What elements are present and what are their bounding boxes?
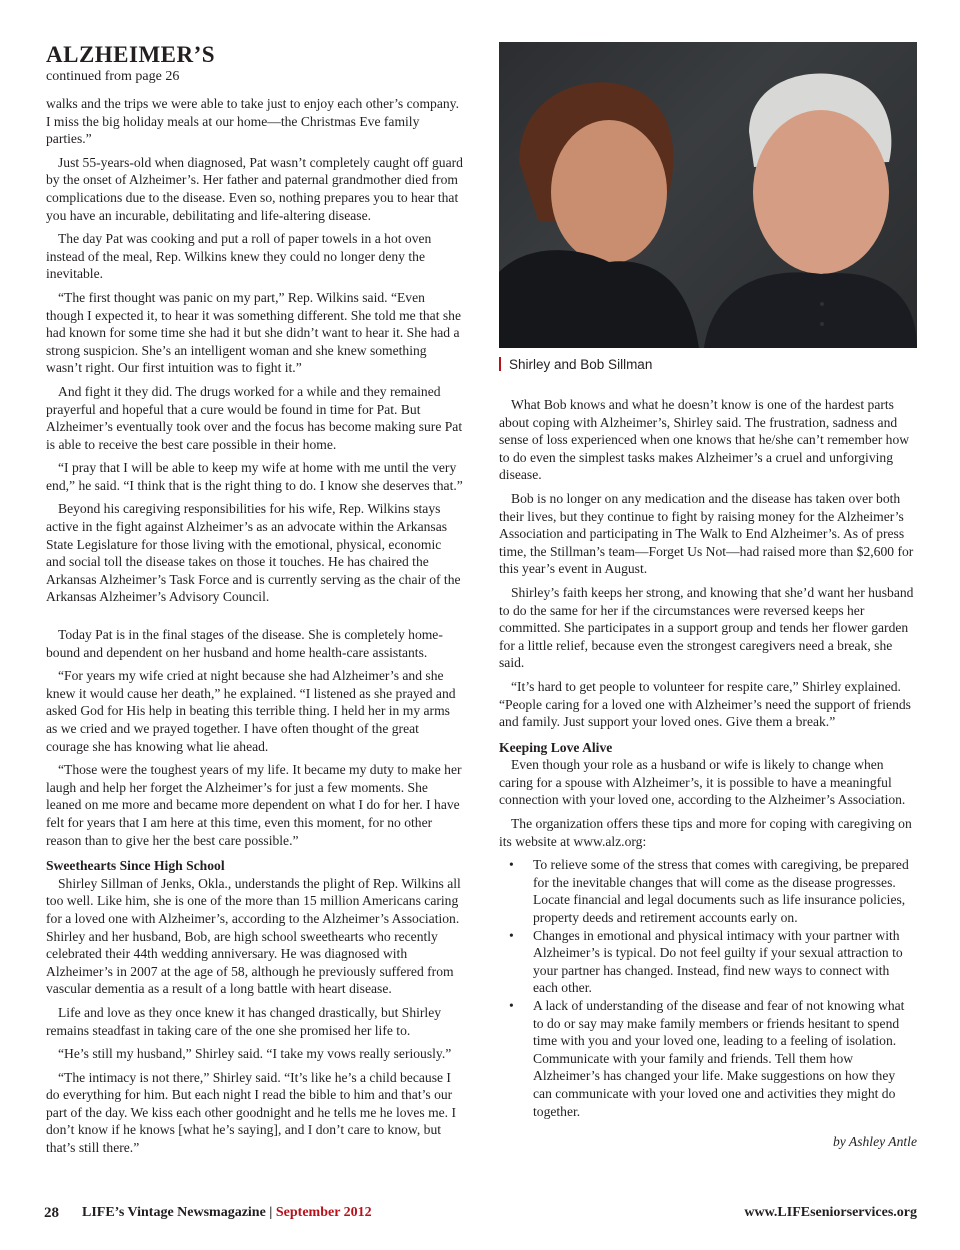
list-item xyxy=(499,997,917,1120)
section-gap xyxy=(46,612,464,626)
couple-photo xyxy=(499,42,917,348)
paragraph: Beyond his caregiving responsibilities for his wife, Rep. Wilkins stays active in the fight against Alzheimer’s as an advocate within the Arkansas State Legislature for those living with the emotional, physical, economic and social toll the disease takes on those it touches. He has chaired the Arkansas Alzheimer’s Task Force and is currently serving as the chair of the Arkansas Alzheimer’s Advisory Council. xyxy=(46,501,461,605)
paragraph: The day Pat was cooking and put a roll of paper towels in a hot oven instead of the meal, Rep. Wilkins knew they could no longer deny the inevitable. xyxy=(46,231,432,282)
photo-illustration xyxy=(499,42,917,348)
section-heading: Keeping Love Alive xyxy=(499,739,613,755)
bullet-icon: • xyxy=(509,857,514,873)
issue-date: September 2012 xyxy=(275,1205,372,1220)
paragraph: “He’s still my husband,” Shirley said. “I take my vows really seriously.” xyxy=(58,1046,452,1062)
list-item-text: Changes in emotional and physical intimacy with your partner with Alzheimer’s is typical. Do not feel guilty if your sexual attraction to your partner has changed. Instead, find new ways to connect with each other. xyxy=(533,927,903,996)
paragraph: “Those were the toughest years of my life. It became my duty to make her laugh and help her forget the Alzheimer’s for just a few moments. She leaned on me more and became more dependent on what I do for her. I have felt for years that I am here at this time, even this moment, for no other reason than to give her the best care possible.” xyxy=(46,762,462,848)
page-footer xyxy=(44,1205,917,1225)
paragraph: Life and love as they once knew it has changed drastically, but Shirley remains steadfast in taking care of the one she promised her life to. xyxy=(46,1004,442,1038)
bullet-icon: • xyxy=(509,998,514,1013)
list-item-text: A lack of understanding of the disease and fear of not knowing what to do or say may make family members or friends hesitant to spend time with you and your loved one, leading to a feeling of isolation. Communicate with your family and friends. Tell them how Alzheimer’s has changed your life. Make suggestions on how they can communicate with your loved one and activities they might do together. xyxy=(533,998,905,1119)
photo-caption xyxy=(499,356,917,374)
magazine-name: LIFE’s Vintage Newsmagazine | xyxy=(82,1205,273,1220)
paragraph: Today Pat is in the final stages of the disease. She is completely home-bound and dependent on her husband and home health-care assistants. xyxy=(46,627,443,660)
paragraph: “The first thought was panic on my part,” Rep. Wilkins said. “Even though I expected it, to hear it was something different. She told me that she had known for some time she had it but she didn’t want to hear it. She had a strong suspicion. She’s an intelligent woman and she knew something wasn’t right. Our first intuition was to fight it.” xyxy=(46,289,462,376)
article-title: ALZHEIMER’S xyxy=(46,42,216,67)
paragraph: The organization offers these tips and more for coping with caregiving on its website at www.alz.org: xyxy=(499,816,912,849)
paragraph: “For years my wife cried at night because she had Alzheimer’s and she knew it would cause her death,” he explained. “I listened as she prayed and asked God for His help in beating this terrible thing. I held her in my arms as we cried and we prayed together. I have often thought of the great courage she has knowing what lie ahead. xyxy=(46,668,456,754)
list-item-text: To relieve some of the stress that comes with caregiving, be prepared for the inevitable changes that will come as the disease progresses. Locate financial and legal documents such as life insurance policies, property deeds and retirement accounts early on. xyxy=(533,857,909,926)
list-item xyxy=(499,927,917,997)
paragraph: Bob is no longer on any medication and the disease has taken over both their lives, but they continue to fight by raising money for the Alzheimer’s Association and participating in The Walk to End Alzheimer’s. As of press time, the Stillman’s team—Forget Us Not—had raised more than $2,600 for this year’s event in August. xyxy=(499,490,914,577)
website-url: www.LIFEseniorservices.org xyxy=(744,1205,917,1220)
man-shirt xyxy=(704,272,917,348)
publication-line xyxy=(82,1205,372,1221)
paragraph: “The intimacy is not there,” Shirley said. “It’s like he’s a child because I do everything for him. But each night I read the bible to him and that’s our part of the day. We kiss each other goodnight and he tells me he loves me. I don’t know if he knows [what he’s saying], and I don’t care to know, but that’s still there.” xyxy=(46,1069,457,1156)
woman-face xyxy=(551,120,667,264)
left-column xyxy=(46,42,464,1163)
tips-list xyxy=(499,856,917,1120)
caption-accent-bar xyxy=(499,357,501,371)
byline: by Ashley Antle xyxy=(832,1134,917,1150)
caption-text: Shirley and Bob Sillman xyxy=(509,357,653,372)
shirt-button xyxy=(820,302,824,306)
list-item xyxy=(499,856,917,926)
right-column xyxy=(499,42,917,1150)
paragraph: Even though your role as a husband or wife is likely to change when caring for a spouse with Alzheimer’s, it is possible to have a meaningful connection with your loved one, according to the Alzheimer’s Association. xyxy=(499,757,906,808)
paragraph: What Bob knows and what he doesn’t know is one of the hardest parts about coping with Alzheimer’s, Shirley said. The frustration, sadness and sense of loss experienced when one knows that he/she can’t remember how to do even the simplest tasks makes Alzheimer’s a cruel and unforgiving disease. xyxy=(499,397,910,483)
page-number: 28 xyxy=(44,1205,59,1221)
paragraph: “It’s hard to get people to volunteer for respite care,” Shirley explained. “People caring for a loved one with Alzheimer’s need the support of friends and family. Just support your loved ones. Give them a break.” xyxy=(499,678,911,730)
shirt-button xyxy=(820,322,824,326)
paragraph: walks and the trips we were able to take just to enjoy each other’s company. I miss the big holiday meals at our home—the Christmas Eve family parties.” xyxy=(46,96,459,147)
man-face xyxy=(753,110,889,274)
paragraph: And fight it they did. The drugs worked for a while and they remained prayerful and hopeful that a cure would be found in time for Pat. But Alzheimer’s eventually took over and the focus has become making sure Pat is able to receive the best care possible in their home. xyxy=(46,383,463,452)
paragraph: Just 55-years-old when diagnosed, Pat wasn’t completely caught off guard by the onset of Alzheimer’s. Her father and paternal grandmother died from complications due to the disease. Even so, nothing prepares you to hear that you have an incurable, debilitating and life-altering disease. xyxy=(46,154,463,223)
bullet-icon: • xyxy=(509,927,514,943)
section-heading: Sweethearts Since High School xyxy=(46,858,225,874)
woman-shirt xyxy=(499,250,699,348)
paragraph: Shirley’s faith keeps her strong, and knowing that she’d want her husband to do the same for her if the circumstances were reversed keeps her committed. She participates in a support group and tends her flower garden for a little relief, because even the strongest caregivers need a break, she said. xyxy=(499,584,914,671)
paragraph: Shirley Sillman of Jenks, Okla., understands the plight of Rep. Wilkins all too well. Like him, she is one of the more than 15 million Americans caring for a loved one with Alzheimer’s, according to the Alzheimer’s Association. Shirley and her husband, Bob, are high school sweethearts who recently celebrated their 44th wedding anniversary. He was diagnosed with Alzheimer’s in 2007 at the age of 58, although he previously suffered from vascular dementia as a result of a long battle with heart disease. xyxy=(46,875,461,997)
continued-from-note: continued from page 26 xyxy=(46,69,180,84)
paragraph: “I pray that I will be able to keep my wife at home with me until the very end,” he said. “I think that is the right thing to do. I know she deserves that.” xyxy=(46,460,463,493)
